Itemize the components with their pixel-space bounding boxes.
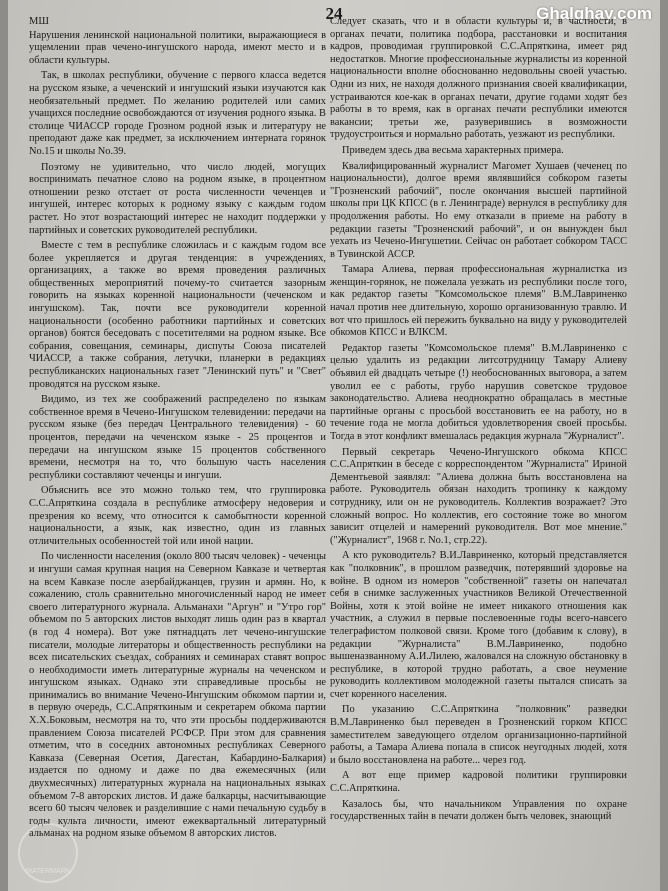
watermark-stamp-icon: WATERMARK	[18, 823, 78, 883]
paragraph: Тамара Алиева, первая профессиональная журналистка из женщин-горянок, не пожелала уезжать из республики после того, как редактор газеты "Комсомольское племя" В.М.Лавриненко начал против нее длительную, хорошо организованную травлю. И вот что пришлось ей пережить буквально на виду у руководителей обкомов КПСС и ВЛКСМ.	[330, 264, 627, 339]
paragraph: Квалифицированный журналист Магомет Хушаев (чеченец по национальности), долгое время являвшийся собкором газеты "Грозненский рабочий", после окончания высшей партийной школы при ЦК КПСС (в г. Ленинграде) вернулся в республику для продолжения работы. Но ему отказали в приеме на работу в редакции газеты "Грозненский рабочий", и он вынужден был уехать из Чечено-Ингушетии. Сейчас он работает собкором ТАСС в Тувинской АССР.	[330, 160, 627, 260]
paragraph: Следует сказать, что и в области культуры и, в частности, в органах печати, политика подбора, расстановки и воспитания кадров, проводимая группировкой С.С.Апряткина, имеет ряд недостатков. Многие профессиональные журналисты из коренной национальности вполне обоснованно недовольны своей участью. Одни из них, не находя должного признания своей квалификации, устраиваются кое-как в органах печати, другие годами ходят без работы в то время, как в органах печати республики имеются вакансии; третьи же, разуверившись в возможности трудоустроиться и нормально работать, уезжают из республики.	[330, 16, 627, 141]
left-column	[29, 16, 326, 844]
watermark-logo[interactable]: Ghalghay.com	[536, 4, 652, 23]
paragraph: А кто руководитель? В.И.Лавриненко, который представляется как "полковник", в прошлом разведчик, потерявший здоровье на войне. В одном из номеров "собственной" газеты он напечатал себя в снимке заслуженных участников Великой Отечественной Войны, хотя к этой войне не имеет никакого отношения как участник, а служил в первые послевоенные годы всего-навсего телеграфистом полковой связи. Кроме того (добавим к слову), в редакции "Журналиста" В.М.Лавриненко, подобно вышеназванному А.И.Лилею, жаловался на сложную обстановку в республике, в которой трудно работать, а свое неумение руководить коллективом молодежной газеты пытался списать за счет коренного населения.	[330, 550, 627, 700]
corner-mark: МШ	[29, 16, 49, 27]
right-column	[330, 16, 627, 827]
paragraph: Видимо, из тех же соображений распределено по языкам собственное время в Чечено-Ингушском телевидении: передачи на русском языке (без передач Центрального телевидения) - 60 процентов, передачи на чеченском языке - 25 процентов и передачи на ингушском языке 15 процентов собственного времени, несмотря на то, что большую часть населения республики составляют чеченцы и ингуши.	[29, 394, 326, 481]
paragraph: Редактор газеты "Комсомольское племя" В.М.Лавриненко с целью удалить из редакции литсотрудницу Тамару Алиеву объявил ей двадцать четыре (!) необоснованных выговора, а затем уволил ее с работы, грубо нарушив советское трудовое законодательство. Алиева неоднократно обращалась в местные партийные органы с просьбой восстановить ее на работу, но в течение года не могла добиться удовлетворения своей просьбы. Тогда в этот конфликт вмешалась редакция журнала "Журналист".	[330, 342, 627, 442]
document-page	[8, 0, 660, 891]
paragraph: Казалось бы, что начальником Управления по охране государственных тайн в печати должен быть человек, знающий	[330, 798, 627, 823]
paragraph: Нарушения ленинской национальной политики, выражающиеся в ущемлении прав чечено-ингушского народа, имеют место и в области культуры.	[29, 29, 326, 66]
paragraph: Первый секретарь Чечено-Ингушского обкома КПСС С.С.Апряткин в беседе с корреспондентом "Журналиста" Ириной Дементьевой заявлял: "Алиева должна быть восстановлена на работе. Руководитель обязан находить тропинку к каждому сотруднику, или он не руководитель. Коллектив возражает? Это сложный вопрос. Но коллектив, его состояние тоже во многом зависит отцелей и намерений руководителя. Вот мое мнение." ("Журналист", 1968 г. No.1, стр.22).	[330, 446, 627, 546]
paragraph: По указанию С.С.Апряткина "полковник" разведки В.М.Лавриненко был переведен в Грозненский горком КПСС заместителем заведующего отделом организационно-партийной работы, а Тамара Алиева попала в список неугодных людей, хотя и было восстановлена на работе... через год.	[330, 704, 627, 766]
paragraph: Объяснить все это можно только тем, что группировка С.С.Апряткина создала в республике атмосферу недоверия и презрения ко всему, что относится к самобытности коренной национальности, а язык, как известно, один из главных отличительных особенностей той или иной нации.	[29, 485, 326, 547]
paragraph: А вот еще пример кадровой политики группировки С.С.Апряткина.	[330, 770, 627, 795]
paragraph: Так, в школах республики, обучение с первого класса ведется на русском языке, а чеченский и ингушский языки изучаются как необязательный предмет. По желанию родителей или самих учащихся последние освобождаются от изучения родного языка. В столице ЧИАССР городе Грозном родной язык и литературу не преподают даже как предмет, за исключением интерната горянок No.15 и школы No.39.	[29, 70, 326, 157]
page-number: 24	[325, 4, 343, 23]
paragraph: Приведем здесь два весьма характерных примера.	[342, 144, 564, 156]
paragraph: Вместе с тем в республике сложилась и с каждым годом все более укрепляется и другая тенденция: в учреждениях, организациях, а также во время проведения различных общественных мероприятий почему-то считается зазорным говорить на языках коренной национальности (чеченском и ингушском). Так, почти все руководители коренной национальности (особенно работники партийных и советских органов) боятся беседовать с посетителями на родном языке. Все собрания, совещания, семинары, диспуты Союза писателей ЧИАССР, а также собрания, летучки, планерки в редакциях республиканских национальных газет "Ленинский путь" и "Свет" проводятся на русском языке.	[29, 240, 326, 390]
paragraph: По численности населения (около 800 тысяч человек) - чеченцы и ингуши самая крупная нация на Северном Кавказе и четвертая на всем Кавказе после азербайджанцев, грузин и армян. Но, к сожалению, столь сравнительно многочисленный народ не имеет своего литературного журнала. Альманахи "Аргун" и "Утро гор" объемом по 5 авторских листов выходят лишь один раз в квартал (в год 4 номера). Вот уже пятнадцать лет чечено-ингушские писатели, молодые литераторы и общественность республики на всех писательских съездах, собраниях и семинарах ставят вопрос о необходимости иметь литературные журналы на чеченском и ингушском языках. Однако эти справедливые просьбы не принимались во внимание Чечено-Ингушским обкомом партии и, в первую очередь, С.С.Апряткиным и секретарем обкома партии Х.Х.Боковым, несмотря на то, что эти просьбы поддерживаются правлением Союза писателей РСФСР. При этом для сравнения отметим, что в соседних автономных республиках Северного Кавказа (Северная Осетия, Дагестан, Кабардино-Балкария) издается по одному и даже по два ежемесячных (или двухмесячных) литературных журнала на национальных языках объемом 7-8 авторских листов. И даже балкарцы, насчитывающие всего 60 тысяч человек и разделившие с нами печальную судьбу в годы культа личности, имеют ежеквартальный литературный альманах на родном языке объемом 8 авторских листов.	[29, 551, 326, 840]
paragraph: Поэтому не удивительно, что число людей, могущих воспринимать печатное слово на родном языке, в процентном отношении резко отстает от роста численности чеченцев и ингушей, интерес которых к родному языку с каждым годом растет. Но этот возрастающий интерес не находит поддержки у партийных и советских руководителей республики.	[29, 161, 326, 236]
